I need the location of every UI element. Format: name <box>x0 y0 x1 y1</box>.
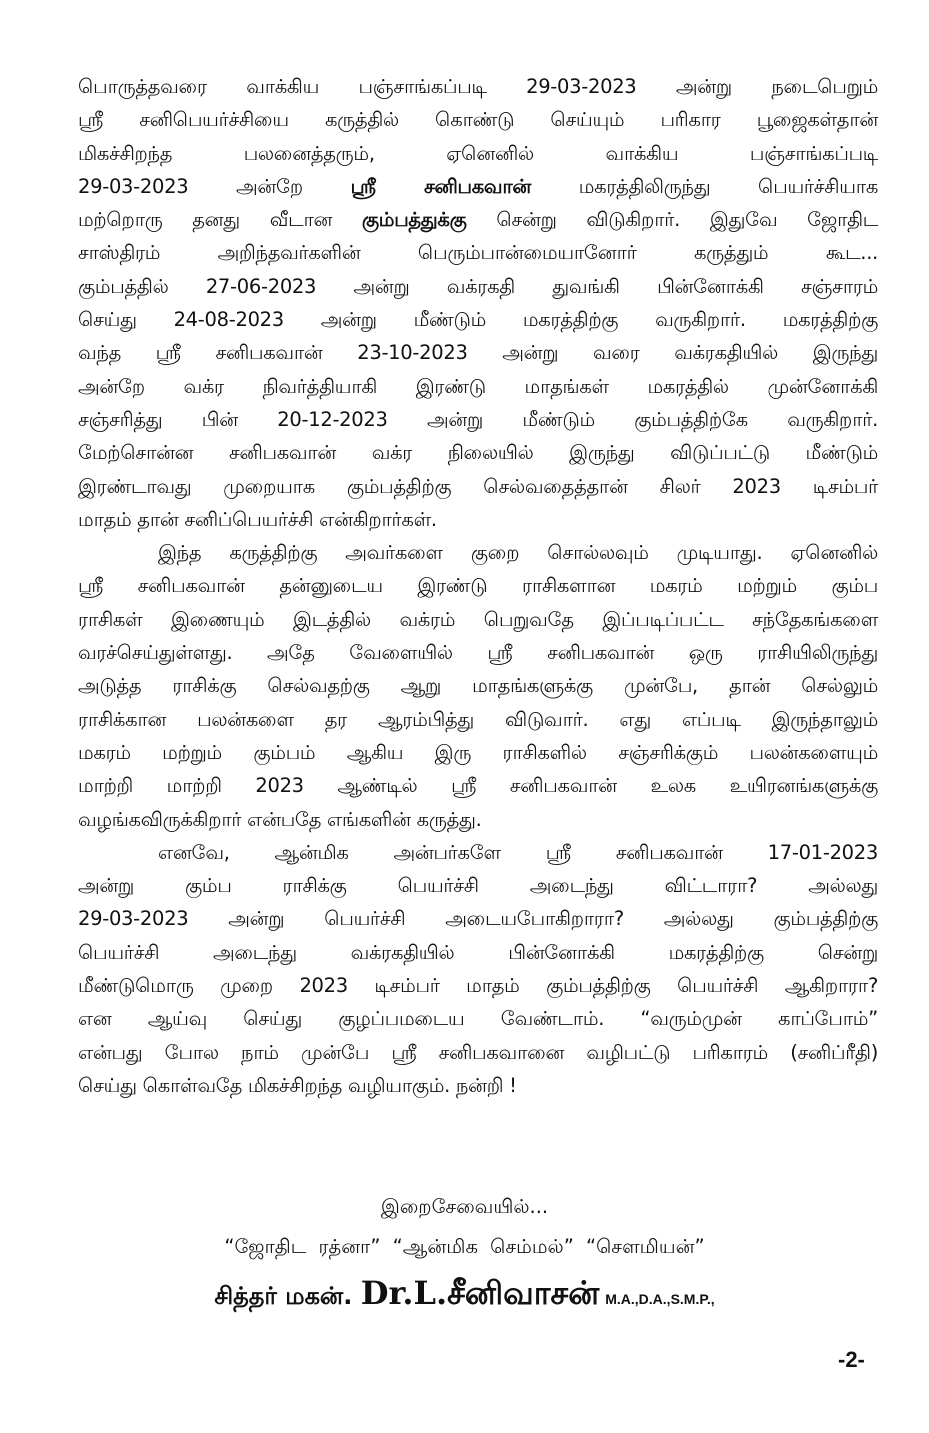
text-line: சாஸ்திரம் அறிந்தவர்களின் பெரும்பான்மையானோர் கருத்தும் கூட... <box>78 241 878 265</box>
bold-text: ஸ்ரீ சனிபகவான் <box>350 174 532 198</box>
paragraph <box>78 70 878 536</box>
text-line: மாற்றி மாற்றி 2023 ஆண்டில் ஸ்ரீ சனிபகவான் உலக உயிரனங்களுக்கு <box>78 774 878 798</box>
text-line: என ஆய்வு செய்து குழப்பமடைய வேண்டாம். “வரும்முன் காப்போம்” <box>78 1007 878 1031</box>
text-line: பொருத்தவரை வாக்கிய பஞ்சாங்கப்படி 29-03-2023 அன்று நடைபெறும் <box>78 75 878 98</box>
text-line: அன்று கும்ப ராசிக்கு பெயர்ச்சி அடைந்து விட்டாரா? அல்லது <box>78 874 878 898</box>
text-line <box>78 170 878 203</box>
page-number: -2- <box>838 1347 865 1372</box>
text-line: ஸ்ரீ சனிபெயர்ச்சியை கருத்தில் கொண்டு செய்யும் பரிகார பூஜைகள்தான் <box>78 108 878 132</box>
text-line: செய்து 24-08-2023 அன்று மீண்டும் மகரத்திற்கு வருகிறார். மகரத்திற்கு <box>78 308 878 332</box>
signature-name-line <box>0 1274 929 1316</box>
text-line: அடுத்த ராசிக்கு செல்வதற்கு ஆறு மாதங்களுக்கு முன்பே, தான் செல்லும் <box>78 674 878 698</box>
text-line: கும்பத்தில் 27-06-2023 அன்று வக்ரகதி துவங்கி பின்னோக்கி சஞ்சாரம் <box>78 274 878 298</box>
text-line: வரச்செய்துள்ளது. அதே வேளையில் ஸ்ரீ சனிபகவான் ஒரு ராசியிலிருந்து <box>78 641 878 665</box>
text-line: மீண்டுமொரு முறை 2023 டிசம்பர் மாதம் கும்பத்திற்கு பெயர்ச்சி ஆகிறாரா? <box>78 974 878 998</box>
signature-greeting: இறைசேவையில்... <box>380 1195 549 1218</box>
signature-prefix: சித்தர் மகன். <box>214 1282 361 1310</box>
text-line: மகரம் மற்றும் கும்பம் ஆகிய இரு ராசிகளில் சஞ்சரிக்கும் பலன்களையும் <box>78 740 878 764</box>
signature-titles: “ஜோதிட ரத்னா” “ஆன்மிக செம்மல்” “சௌமியன்” <box>224 1235 705 1258</box>
text-line: மேற்சொன்ன சனிபகவான் வக்ர நிலையில் இருந்து விடுப்பட்டு மீண்டும் <box>78 441 878 465</box>
document-body <box>78 70 878 1102</box>
text-line: எனவே, ஆன்மிக அன்பர்களே ஸ்ரீ சனிபகவான் 17-01-2023 <box>158 840 878 864</box>
text-segment: சென்று விடுகிறார். இதுவே ஜோதிட <box>466 208 879 232</box>
text-segment: 29-03-2023 அன்றே <box>78 174 351 198</box>
paragraph <box>78 836 878 1102</box>
text-line: பெயர்ச்சி அடைந்து வக்ரகதியில் பின்னோக்கி மகரத்திற்கு சென்று <box>78 940 878 964</box>
text-line: செய்து கொள்வதே மிகச்சிறந்த வழியாகும். நன்றி ! <box>78 1073 517 1097</box>
text-line: வந்த ஸ்ரீ சனிபகவான் 23-10-2023 அன்று வரை வக்ரகதியில் இருந்து <box>78 341 878 365</box>
text-line <box>78 203 878 236</box>
author-qualifications: M.A.,D.A.,S.M.P., <box>605 1291 715 1307</box>
text-line: இந்த கருத்திற்கு அவர்களை குறை சொல்லவும் முடியாது. ஏனெனில் <box>158 541 878 565</box>
text-line: சஞ்சரித்து பின் 20-12-2023 அன்று மீண்டும் கும்பத்திற்கே வருகிறார். <box>78 407 878 431</box>
text-line: ராசிக்கான பலன்களை தர ஆரம்பித்து விடுவார். எது எப்படி இருந்தாலும் <box>78 707 878 731</box>
text-line: மாதம் தான் சனிப்பெயர்ச்சி என்கிறார்கள். <box>78 507 437 531</box>
text-line: 29-03-2023 அன்று பெயர்ச்சி அடையபோகிறாரா? அல்லது கும்பத்திற்கு <box>78 907 878 931</box>
text-line: இரண்டாவது முறையாக கும்பத்திற்கு செல்வதைத்தான் சிலர் 2023 டிசம்பர் <box>78 474 878 498</box>
author-name: Dr.L.சீனிவாசன் <box>360 1274 600 1312</box>
text-segment: மகரத்திலிருந்து பெயர்ச்சியாக <box>531 174 878 198</box>
text-line: ஸ்ரீ சனிபகவான் தன்னுடைய இரண்டு ராசிகளான மகரம் மற்றும் கும்ப <box>78 574 878 598</box>
text-segment: மற்றொரு தனது வீடான <box>78 208 362 232</box>
text-line: ராசிகள் இணையும் இடத்தில் வக்ரம் பெறுவதே இப்படிப்பட்ட சந்தேகங்களை <box>78 607 878 631</box>
bold-text: கும்பத்துக்கு <box>361 208 467 232</box>
paragraph <box>78 536 878 836</box>
text-line: மிகச்சிறந்த பலனைத்தரும், ஏனெனில் வாக்கிய பஞ்சாங்கப்படி <box>78 141 878 165</box>
text-line: வழங்கவிருக்கிறார் என்பதே எங்களின் கருத்து. <box>78 807 482 831</box>
text-line: அன்றே வக்ர நிவர்த்தியாகி இரண்டு மாதங்கள் மகரத்தில் முன்னோக்கி <box>78 374 878 398</box>
text-line: என்பது போல நாம் முன்பே ஸ்ரீ சனிபகவானை வழிபட்டு பரிகாரம் (சனிப்ரீதி) <box>78 1040 878 1064</box>
